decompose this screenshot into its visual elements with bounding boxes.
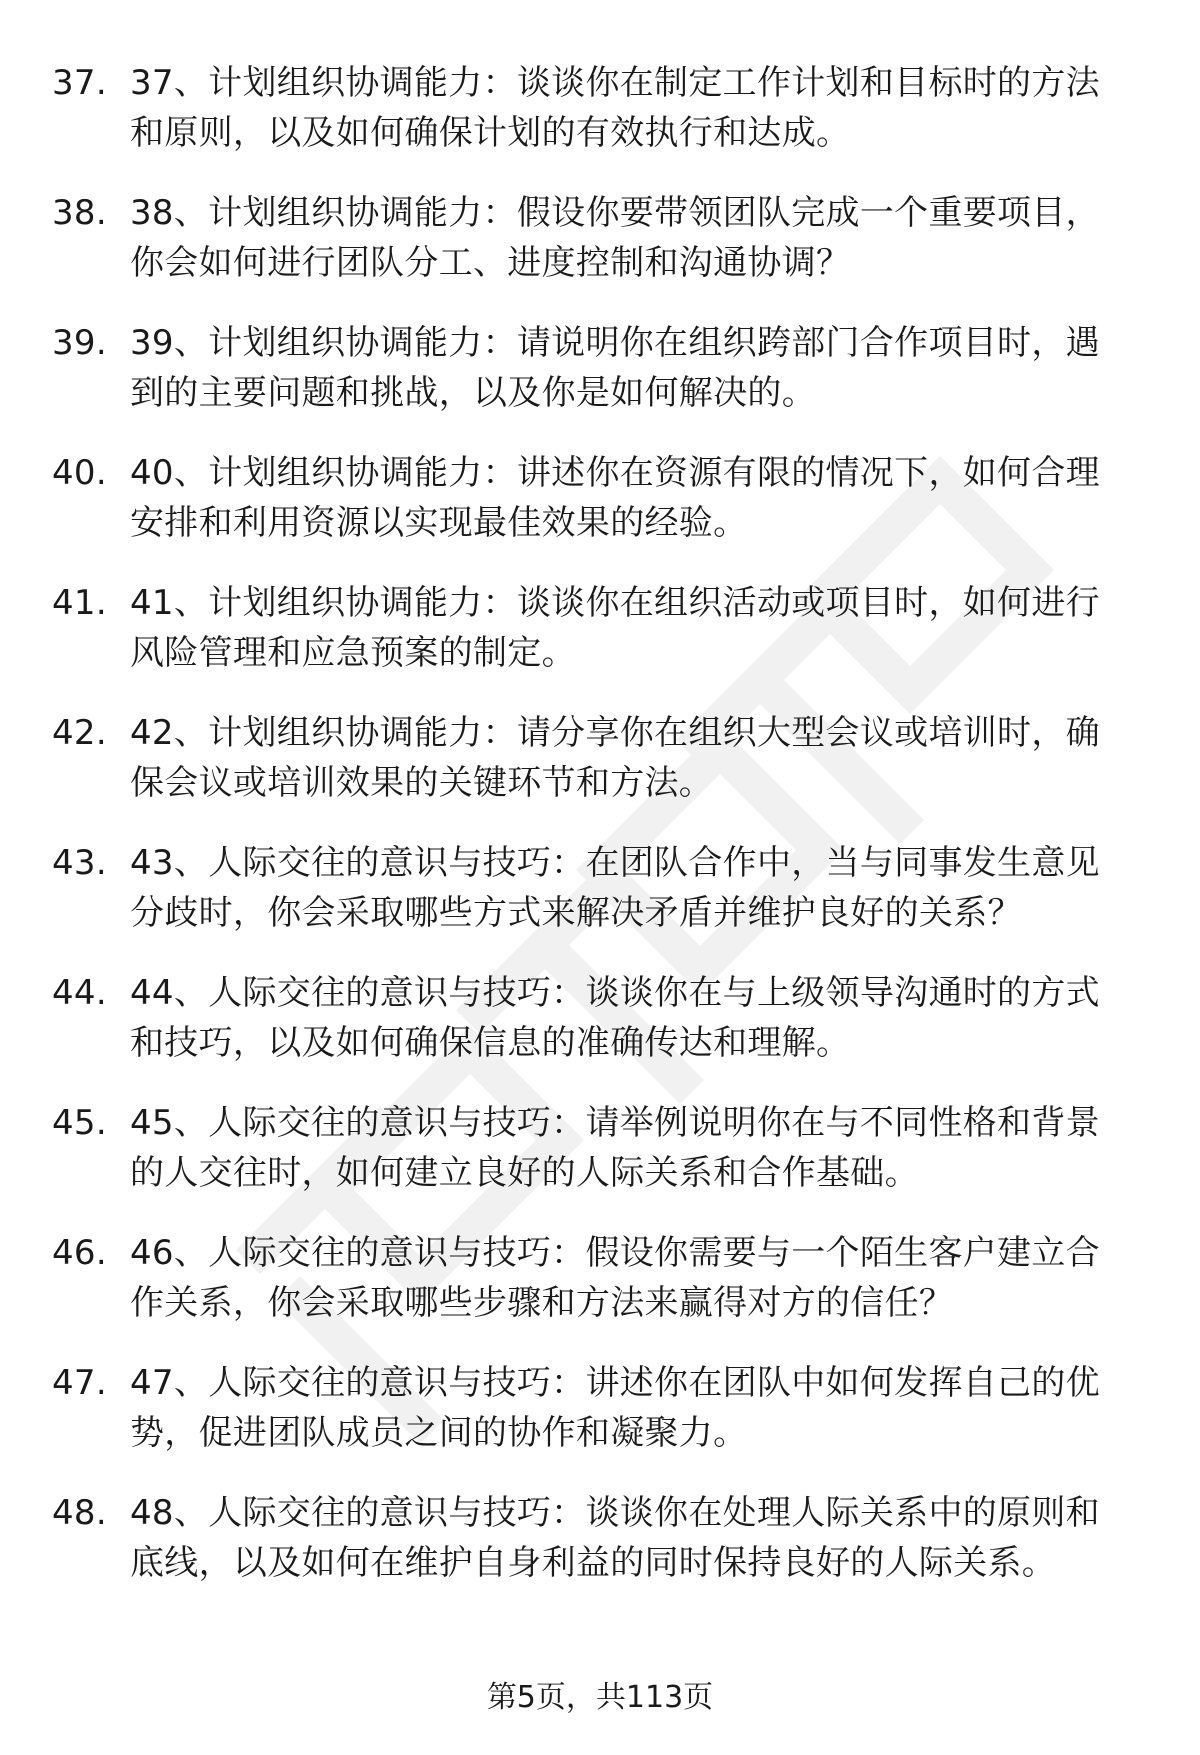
question-number: 38.	[52, 193, 107, 233]
question-text: 47、人际交往的意识与技巧：讲述你在团队中如何发挥自己的优势，促进团队成员之间的协作和凝聚力。	[130, 1363, 1100, 1453]
question-number: 41.	[52, 583, 107, 623]
list-item	[0, 1228, 1200, 1328]
question-text: 41、计划组织协调能力：谈谈你在组织活动或项目时，如何进行风险管理和应急预案的制定。	[130, 583, 1100, 673]
list-item	[0, 1098, 1200, 1198]
question-text: 45、人际交往的意识与技巧：请举例说明你在与不同性格和背景的人交往时，如何建立良好的人际关系和合作基础。	[130, 1103, 1100, 1193]
question-text: 44、人际交往的意识与技巧：谈谈你在与上级领导沟通时的方式和技巧，以及如何确保信息的准确传达和理解。	[130, 973, 1100, 1063]
question-text: 38、计划组织协调能力：假设你要带领团队完成一个重要项目，你会如何进行团队分工、进度控制和沟通协调？	[130, 193, 1100, 283]
question-number: 44.	[52, 973, 107, 1013]
list-item	[0, 1358, 1200, 1458]
question-number: 46.	[52, 1233, 107, 1273]
list-item	[0, 188, 1200, 288]
question-number: 40.	[52, 453, 107, 493]
question-number: 39.	[52, 323, 107, 363]
question-number: 37.	[52, 63, 107, 103]
question-text: 40、计划组织协调能力：讲述你在资源有限的情况下，如何合理安排和利用资源以实现最佳效果的经验。	[130, 453, 1100, 543]
list-item	[0, 578, 1200, 678]
question-text: 37、计划组织协调能力：谈谈你在制定工作计划和目标时的方法和原则，以及如何确保计划的有效执行和达成。	[130, 63, 1100, 153]
list-item	[0, 318, 1200, 418]
list-item	[0, 708, 1200, 808]
question-number: 47.	[52, 1363, 107, 1403]
question-number: 48.	[52, 1493, 107, 1533]
question-number: 42.	[52, 713, 107, 753]
list-item	[0, 448, 1200, 548]
list-item	[0, 838, 1200, 938]
list-item	[0, 968, 1200, 1068]
question-text: 42、计划组织协调能力：请分享你在组织大型会议或培训时，确保会议或培训效果的关键环节和方法。	[130, 713, 1100, 803]
question-text: 46、人际交往的意识与技巧：假设你需要与一个陌生客户建立合作关系，你会采取哪些步骤和方法来赢得对方的信任？	[130, 1233, 1100, 1323]
list-item	[0, 58, 1200, 158]
question-text: 43、人际交往的意识与技巧：在团队合作中，当与同事发生意见分歧时，你会采取哪些方式来解决矛盾并维护良好的关系？	[130, 843, 1100, 933]
list-item	[0, 1488, 1200, 1588]
question-text: 39、计划组织协调能力：请说明你在组织跨部门合作项目时，遇到的主要问题和挑战，以及你是如何解决的。	[130, 323, 1100, 413]
question-text: 48、人际交往的意识与技巧：谈谈你在处理人际关系中的原则和底线，以及如何在维护自身利益的同时保持良好的人际关系。	[130, 1493, 1100, 1583]
question-list	[0, 58, 1200, 1618]
page-footer: 第5页，共113页	[486, 1680, 714, 1715]
question-number: 45.	[52, 1103, 107, 1143]
question-number: 43.	[52, 843, 107, 883]
